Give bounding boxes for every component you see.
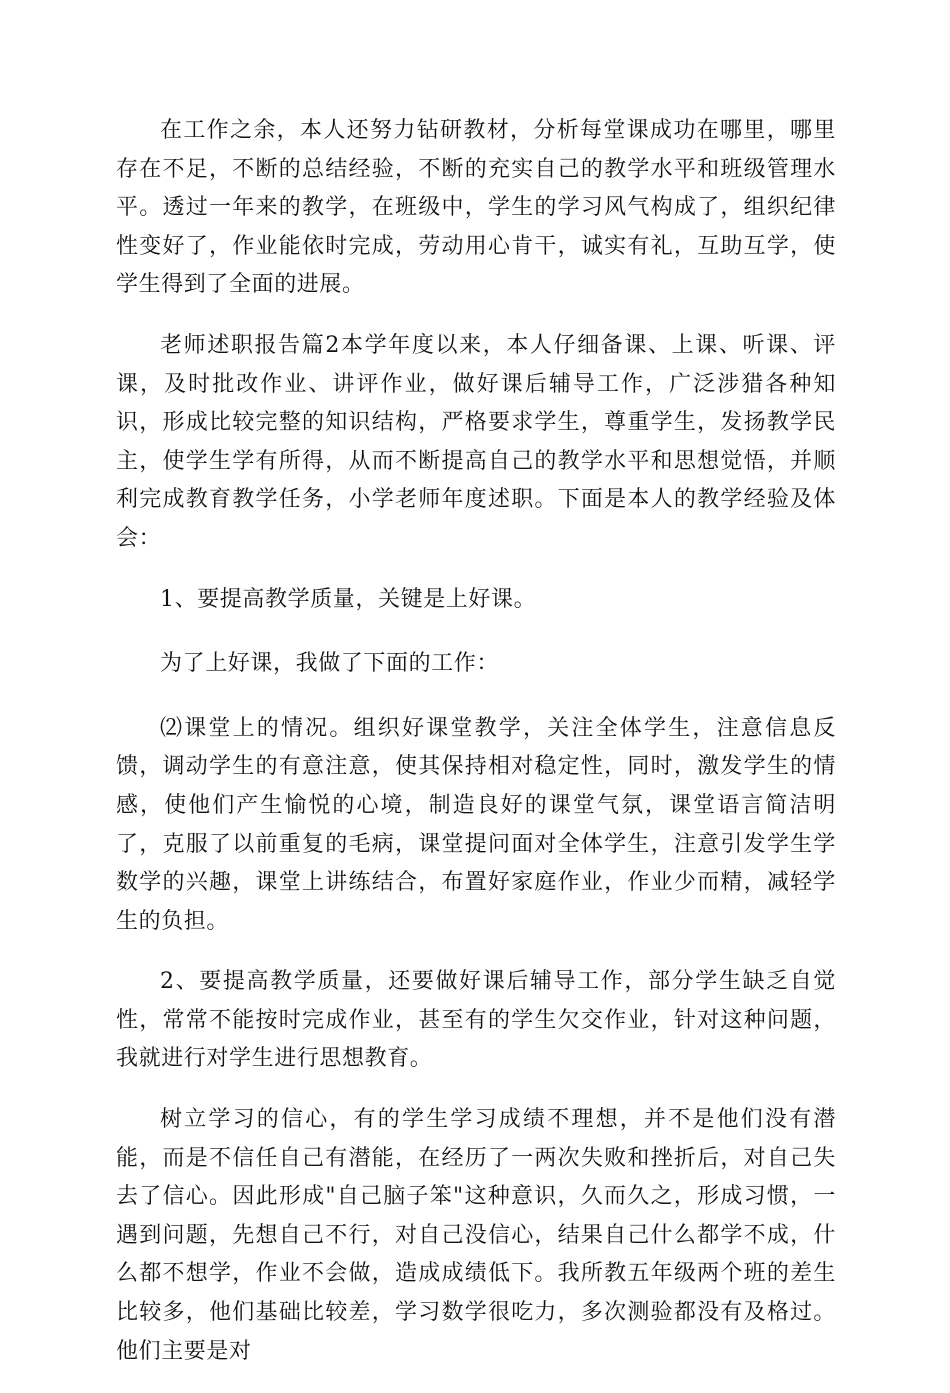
- paragraph-point-1: 1、要提高教学质量，关键是上好课。: [160, 586, 537, 612]
- paragraph-classroom: ⑵课堂上的情况。组织好课堂教学，关注全体学生，注意信息反馈，调动学生的有意注意，使其保持相对稳定性，同时，激发学生的情感，使他们产生愉悦的心境，制造良好的课堂气氛，课堂语言简洁明了，克服了以前重复的毛病，课堂提问面对全体学生，注意引发学生学数学的兴趣，课堂上讲练结合，布置好家庭作业，作业少而精，减轻学生的负担。: [116, 715, 836, 934]
- paragraph-work-intro: 为了上好课，我做了下面的工作：: [160, 651, 500, 677]
- paragraph-point-2: 2、要提高教学质量，还要做好课后辅导工作，部分学生缺乏自觉性，常常不能按时完成作业，甚至有的学生欠交作业，针对这种问题，我就进行对学生进行思想教育。: [116, 969, 836, 1072]
- paragraph-confidence: 树立学习的信心，有的学生学习成绩不理想，并不是他们没有潜能，而是不信任自己有潜能，在经历了一两次失败和挫折后，对自己失去了信心。因此形成"自己脑子笨"这种意识，久而久之，形成习惯，一遇到问题，先想自己不行，对自己没信心，结果自己什么都学不成，什么都不想学，作业不会做，造成成绩低下。我所教五年级两个班的差生比较多，他们基础比较差，学习数学很吃力，多次测验都没有及格过。他们主要是对: [116, 1107, 836, 1364]
- document-page: [116, 112, 836, 1393]
- paragraph-reflection: 在工作之余，本人还努力钻研教材，分析每堂课成功在哪里，哪里存在不足，不断的总结经验，不断的充实自己的教学水平和班级管理水平。透过一年来的教学，在班级中，学生的学习风气构成了，组织纪律性变好了，作业能依时完成，劳动用心肯干，诚实有礼，互助互学，使学生得到了全面的进展。: [116, 118, 836, 298]
- paragraph-report-intro: 老师述职报告篇2本学年度以来，本人仔细备课、上课、听课、评课，及时批改作业、讲评作业，做好课后辅导工作，广泛涉猎各种知识，形成比较完整的知识结构，严格要求学生，尊重学生，发扬教学民主，使学生学有所得，从而不断提高自己的教学水平和思想觉悟，并顺利完成教育教学任务，小学老师年度述职。下面是本人的教学经验及体会：: [116, 332, 836, 551]
